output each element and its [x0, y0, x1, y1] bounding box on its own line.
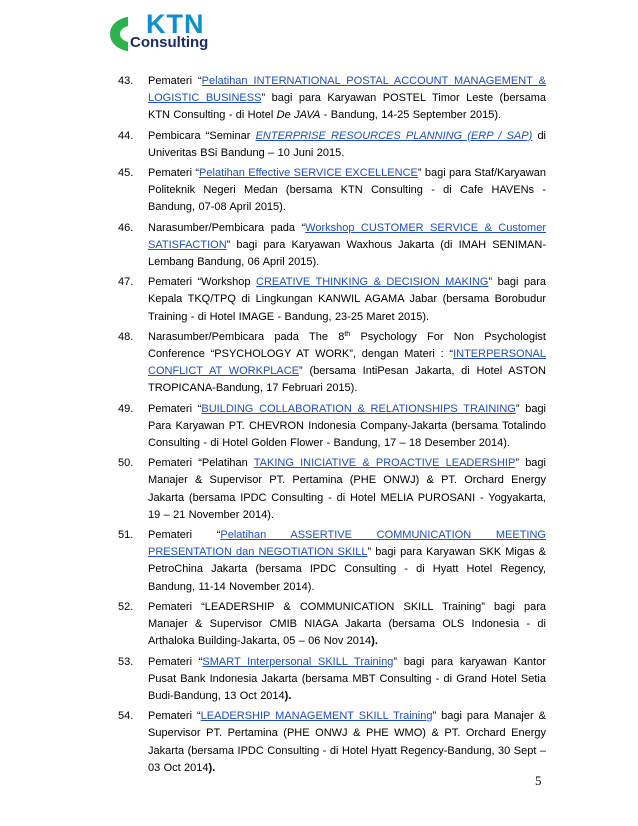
- item-number: 51.: [118, 529, 134, 542]
- item-number: 47.: [118, 276, 134, 289]
- list-item: [118, 708, 546, 777]
- experience-list: [118, 73, 546, 780]
- training-link[interactable]: Pelatihan Effective SERVICE EXCELLENCE: [199, 167, 418, 180]
- training-link[interactable]: CREATIVE THINKING & DECISION MAKING: [256, 276, 489, 289]
- list-item: [118, 599, 546, 651]
- training-link[interactable]: BUILDING COLLABORATION & RELATIONSHIPS TRAINING: [201, 402, 516, 415]
- list-item: [118, 128, 546, 162]
- item-number: 52.: [118, 600, 134, 613]
- list-item: [118, 165, 546, 217]
- item-text: Narasumber/Pembicara pada “Workshop CUSTOMER SERVICE & Customer SATISFACTION” bagi para Karyawan Waxhous Jakarta (di IMAH SENIMAN-Lembang Bandung, 06 April 2015).: [148, 221, 546, 269]
- page-number: 5: [535, 773, 542, 788]
- item-number: 49.: [118, 402, 134, 415]
- training-link[interactable]: SMART Interpersonal SKILL Training: [202, 655, 394, 668]
- logo-text-consulting: Consulting: [130, 34, 209, 51]
- item-text: Pemateri “Pelatihan TAKING INICIATIVE & PROACTIVE LEADERSHIP” bagi Manajer & Supervisor PT. Pertamina (PHE ONWJ) & PT. Orchard Energy Jakarta (bersama IPDC Consulting - di Hotel MELIA PUROSANI - Yogyakarta, 19 – 21 November 2014).: [148, 457, 546, 521]
- item-number: 53.: [118, 655, 134, 668]
- training-link[interactable]: ENTERPRISE RESOURCES PLANNING (ERP / SAP): [255, 129, 533, 142]
- item-number: 43.: [118, 75, 134, 87]
- item-text: Pemateri “Pelatihan ASSERTIVE COMMUNICATION MEETING PRESENTATION dan NEGOTIATION SKILL” bagi para Karyawan SKK Migas & PetroChina Jakarta (bersama IPDC Consulting - di Hyatt Hotel Regency, Bandung, 11-14 November 2014).: [148, 529, 546, 593]
- item-number: 50.: [118, 457, 134, 470]
- training-link[interactable]: Pelatihan INTERNATIONAL POSTAL ACCOUNT MANAGEMENT & LOGISTIC BUSINESS: [148, 75, 546, 105]
- item-text: Pemateri “Workshop CREATIVE THINKING & DECISION MAKING” bagi para Kepala TKQ/TPQ di Lingkungan KANWIL AGAMA Jabar (bersama Borobudur Training - di Hotel IMAGE - Bandung, 23-25 Maret 2015).: [148, 276, 546, 323]
- item-text: Pemateri “LEADERSHIP MANAGEMENT SKILL Training” bagi para Manajer & Supervisor PT. Pertamina (PHE ONWJ & PHE WMO) & PT. Orchard Energy Jakarta (bersama IPDC Consulting - di Hotel Hyatt Regency-Bandung, 30 Sept – 03 Oct 2014).: [148, 710, 546, 774]
- list-item: [118, 329, 546, 398]
- training-link[interactable]: Pelatihan ASSERTIVE COMMUNICATION MEETING PRESENTATION dan NEGOTIATION SKILL: [148, 529, 546, 559]
- item-number: 48.: [118, 330, 134, 343]
- item-text: Pemateri “LEADERSHIP & COMMUNICATION SKILL Training” bagi para Manajer & Supervisor CMIB NIAGA Jakarta (bersama OLS Indonesia - di Arthaloka Building-Jakarta, 05 – 06 Nov 2014).: [148, 600, 546, 648]
- item-number: 45.: [118, 167, 134, 180]
- training-link[interactable]: TAKING INICIATIVE & PROACTIVE LEADERSHIP: [253, 457, 516, 470]
- list-item: [118, 527, 546, 596]
- list-item: [118, 654, 546, 706]
- item-text: Pemateri “SMART Interpersonal SKILL Training” bagi para karyawan Kantor Pusat Bank Indonesia Jakarta (bersama MBT Consulting - di Grand Hotel Setia Budi-Bandung, 13 Oct 2014).: [148, 655, 546, 702]
- item-number: 44.: [118, 129, 134, 142]
- item-number: 54.: [118, 710, 134, 723]
- item-number: 46.: [118, 221, 134, 234]
- item-text: Pemateri “BUILDING COLLABORATION & RELATIONSHIPS TRAINING” bagi Para Karyawan PT. CHEVRON Indonesia Company-Jakarta (bersama Totalindo Consulting - di Hotel Golden Flower - Bandung, 17 – 18 Desember 2014).: [148, 402, 547, 450]
- list-item: [118, 220, 546, 272]
- item-text: Pembicara “Seminar ENTERPRISE RESOURCES PLANNING (ERP / SAP) di Univeritas BSi Bandung – 10 Juni 2015.: [148, 129, 547, 159]
- item-text: Pemateri “Pelatihan Effective SERVICE EXCELLENCE” bagi para Staf/Karyawan Politeknik Negeri Medan (bersama KTN Consulting - di Cafe HAVENs - Bandung, 07-08 April 2015).: [148, 167, 546, 214]
- list-item: [118, 274, 546, 326]
- training-link[interactable]: INTERPERSONAL CONFLICT AT WORKPLACE: [148, 348, 546, 378]
- item-text: Pemateri “Pelatihan INTERNATIONAL POSTAL ACCOUNT MANAGEMENT & LOGISTIC BUSINESS” bagi para Karyawan POSTEL Timor Leste (bersama KTN Consulting - di Hotel De JAVA - Bandung, 14-25 September 2015).: [148, 75, 547, 122]
- list-item: [118, 455, 546, 524]
- item-text: Narasumber/Pembicara pada The 8th Psychology For Non Psychologist Conference “PSYCHOLOGY AT WORK”, dengan Materi : “INTERPERSONAL CONFLICT AT WORKPLACE” (bersama IntiPesan Jakarta, di Hotel ASTON TROPICANA-Bandung, 17 Februari 2015).: [148, 330, 546, 395]
- list-item: [118, 73, 546, 125]
- training-link[interactable]: LEADERSHIP MANAGEMENT SKILL Training: [200, 710, 433, 723]
- logo-text-ktn: KTN: [146, 9, 205, 39]
- training-link[interactable]: Workshop CUSTOMER SERVICE & Customer SATISFACTION: [148, 221, 546, 251]
- list-item: [118, 401, 546, 453]
